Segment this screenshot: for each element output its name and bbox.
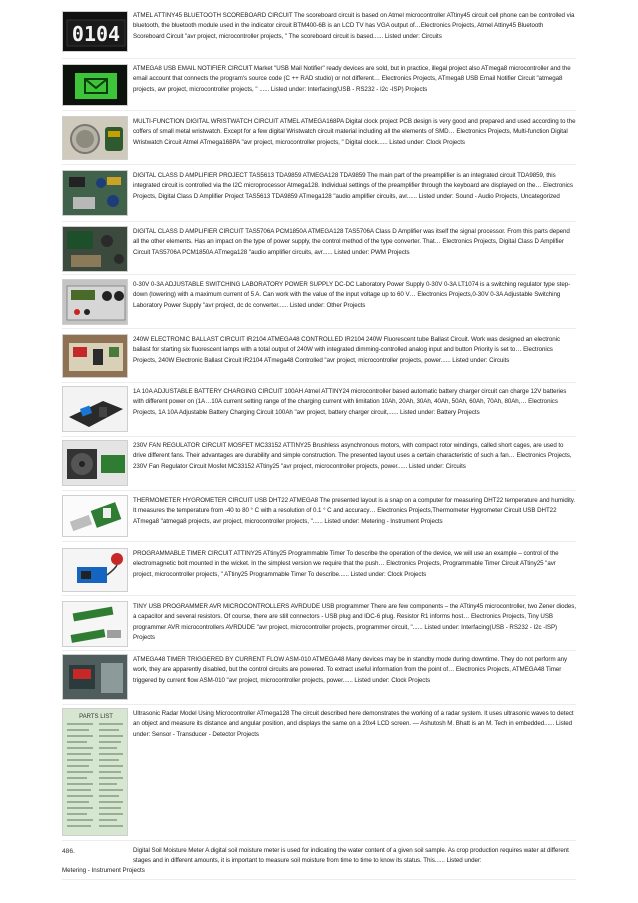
entry-separator [62,221,576,222]
entry-separator [62,650,576,651]
entry-description: 1A 10A ADJUSTABLE BATTERY CHARGING CIRCUIT 100AH Atmel ATTINY24 microcontroller based automatic battery charger circuit can charge 12V batteries with different power on (1A…10A current setting range of the charging current with limitation 10Ah, 20Ah, 30Ah, 40Ah, 50Ah, 60Ah, 70Ah, 80Ah,… Electronics Projects, 1A 10A Adjustable Battery Charging Circuit 100Ah "avr project, battery charger circuit,...... Listed under: Battery Projects [133,388,567,416]
entry-description: Ultrasonic Radar Model Using Microcontroller ATmega128 The circuit described here demonstrates the working of a radar system. It uses ultrasonic waves to detect an object and measure its distance and angular position, and displays the same on a 20x4 LCD screen. — Ashutosh M. Bhatt is an M. Tech in embedded...... Listed under: Sensor - Transducer - Detector Projects [133,710,574,738]
parts-list-title: PARTS LIST [79,714,113,720]
battery-charger-board-photo[interactable] [62,386,128,432]
entry-description: THERMOMETER HYGROMETER CIRCUIT USB DHT22 ATMEGA8 The presented layout is a snap on a computer for measuring DHT22 temperature and humidity. It measures the temperature from -40 to 80 ° C with a resolution of 0.1 ° C and accuracy… Electronics Projects,Thermometer Hygrometer Circuit USB DHT22 ATmega8 "atmega8 projects, avr project, microcontroller projects, "...... Listed under: Metering - Instrument Projects [133,497,576,525]
entry-description: ATMEL ATTINY45 BLUETOOTH SCOREBOARD CIRCUIT The scoreboard circuit is based on Atmel microcontroller ATtiny45 circuit cell phone can be controlled via bluetooth, the bluetooth module used in the indicator circuit BTM400-6B is an LCD TV has VGA output of…Electronics Projects, Atmel Attiny45 Bluetooth Scoreboard Circuit "avr project, microcontroller projects, " The scoreboard circuit is based...... Listed under: Circuits [133,12,575,40]
entry-separator [62,704,576,705]
entry-description: DIGITAL CLASS D AMPLIFIER PROJECT TAS5613 TDA9859 ATMEGA128 TDA9859 The main part of the preamplifier is an integrated circuit TDA9859, this integrated circuit is controlled via the I2C microprocessor Atmega128. Individual settings of the preamplifier through the keyboard are displayed on the… Electronics Projects, Digital Class D Amplifier Project TAS5613 TDA9859 ATmega128 "audio amplifier circuits, avr...... Listed under: Sound - Audio Projects, Uncategorized [133,172,573,200]
standby-timer-photo[interactable] [62,654,128,700]
fan-regulator-photo[interactable] [62,440,128,486]
entry-separator [62,328,576,329]
entry-description: 0-30V 0-3A ADJUSTABLE SWITCHING LABORATORY POWER SUPPLY DC-DC Laboratory Power Supply 0-30V 0-3A LT1074 is a switching regulator type step-down (lowering) with a maximum current of 5 A. Can work with the value of the input voltage up to 60 V… Electronics Projects,0-30V 0-3A Adjustable Switching Laboratory Power Supply "avr project, dc dc converter...... Listed under: Other Projects [133,281,571,309]
wristwatch-pcb-photo[interactable] [62,116,128,160]
entry-separator [62,382,576,383]
entry-separator [62,879,576,880]
entry-description: PROGRAMMABLE TIMER CIRCUIT ATTINY25 ATtiny25 Programmable Timer To describe the operation of the device, we will use an example – control of the electromagnetic bolt mounted in the wicket. In the simplest version we require that the push… Electronics Projects, Programmable Timer Circuit ATtiny25 "avr project, microcontroller projects, " ATtiny25 Programmable Timer To describe...... Listed under: Clock Projects [133,550,559,578]
usb-programmer-photo[interactable] [62,601,128,647]
programmable-timer-photo[interactable] [62,548,128,592]
entry-separator [62,490,576,491]
entry-description: ATMEGA8 USB EMAIL NOTIFIER CIRCUIT Market "USB Mail Notifier" ready devices are sold, but in practice, illegal project also ATmega8 microcontroller and the email account that connects the program's source code (C ++ RAD studio) or not different… Electronics Projects, ATmega8 USB Email Notifier Circuit "atmega8 projects, avr project, microcontroller projects, " ...... Listed under: Interfacing(USB - RS232 - I2c -ISP) Projects [133,65,571,93]
entry-separator [62,840,576,841]
email-notifier-lcd-photo[interactable] [62,64,128,106]
thermometer-hygrometer-usb-photo[interactable] [62,495,128,537]
entry-separator [62,110,576,111]
entry-description: TINY USB PROGRAMMER AVR MICROCONTROLLERS AVRDUDE USB programmer There are few components – the ATtiny45 microcontroller, two Zener diodes, a capacitor and several resistors. Of course, there are still connectors - USB plug and IDC-6 plug. Resistor R1 informs host… Electronics Projects, Tiny USB programmer AVR microcontrollers AVRDUDE "avr project, microcontroller projects, programmer circuit, "...... Listed under: Interfacing(USB - RS232 - I2c -ISP) Projects [133,603,576,642]
entry-separator [62,436,576,437]
entry-description: 240W ELECTRONIC BALLAST CIRCUIT IR2104 ATMEGA48 CONTROLLED IR2104 240W Fluorescent tube Ballast Circuit. Work was designed an electronic ballast for starting six fluorescent lamps with a total output of 240W with integrated dimming-controlled analog input and button Priority is set to… Electronics Projects, 240W Electronic Ballast Circuit IR2104 ATmega48 Controlled "avr project, microcontroller projects, power...... Listed under: Circuits [133,336,561,364]
class-d-amplifier-pcm-photo[interactable] [62,226,128,272]
entry-number: 486. [62,848,75,855]
entry-description: 230V FAN REGULATOR CIRCUIT MOSFET MC33152 ATTINY25 Brushless asynchronous motors, with compact rotor windings, called short cages, are used to drive different fans. Their advantages are durability and simple construction. The presented layout uses a certain characteristic of such a fan… Electronics Projects, 230V Fan Regulator Circuit Mosfet MC33152 ATtiny25 "avr project, microcontroller projects, power...... Listed under: Circuits [133,442,572,470]
entry-separator [62,274,576,275]
entry-description: MULTI-FUNCTION DIGITAL WRISTWATCH CIRCUIT ATMEL ATMEGA168PA Digital clock project PCB design is very good and prepared and used according to the coffers of small metal wristwatch. Except for a few digital Wristwatch circuit material including all the elements of SMD… Electronics Projects, Multi-function Digital Wristwatch Circuit Atmel ATmega168PA "avr project, microcontroller projects, " Digital clock...... Listed under: Clock Projects [133,118,576,146]
entry-separator [62,58,576,59]
class-d-amplifier-board-photo[interactable] [62,170,128,216]
lab-power-supply-photo[interactable] [62,279,128,325]
entry-description: Digital Soil Moisture Meter A digital soil moisture meter is used for indicating the water content of a given soil sample. As crop production requires water at different stages and in different amounts, it is important to measure soil moisture from time to time to know its status. This...... Listed under: [133,847,569,865]
led-scoreboard-display-photo[interactable] [62,11,128,52]
entry-category-overflow: Metering - Instrument Projects [62,867,145,874]
entry-separator [62,595,576,596]
entry-separator [62,164,576,165]
parts-list-photo[interactable] [62,708,128,836]
entry-description: DIGITAL CLASS D AMPLIFIER CIRCUIT TAS5706A PCM1850A ATMEGA128 TAS5706A Class D Amplifier was itself the signal processor. From this parts depend all the other elements. Has an impact on the type of power supply, the control method of the type converter. That… Electronics Projects, Digital Class D Amplifier Circuit TAS5706A PCM1850A ATmega128 "audio amplifier circuits, avr...... Listed under: PWM Projects [133,228,570,256]
ballast-circuit-photo[interactable] [62,334,128,378]
scoreboard-digits: 0104 [71,22,121,46]
entry-description: ATMEGA48 TIMER TRIGGERED BY CURRENT FLOW ASM-010 ATMEGA48 Many devices may be in standby mode during downtime. They do not perform any work, they are apparently disabled, but the control circuits are powered. To extract useful information from the point of… Electronics Projects, ATMEGA48 Timer triggered by current flow ASM-010 "avr project, microcontroller projects, power...... Listed under: Clock Projects [133,656,568,684]
entry-separator [62,541,576,542]
